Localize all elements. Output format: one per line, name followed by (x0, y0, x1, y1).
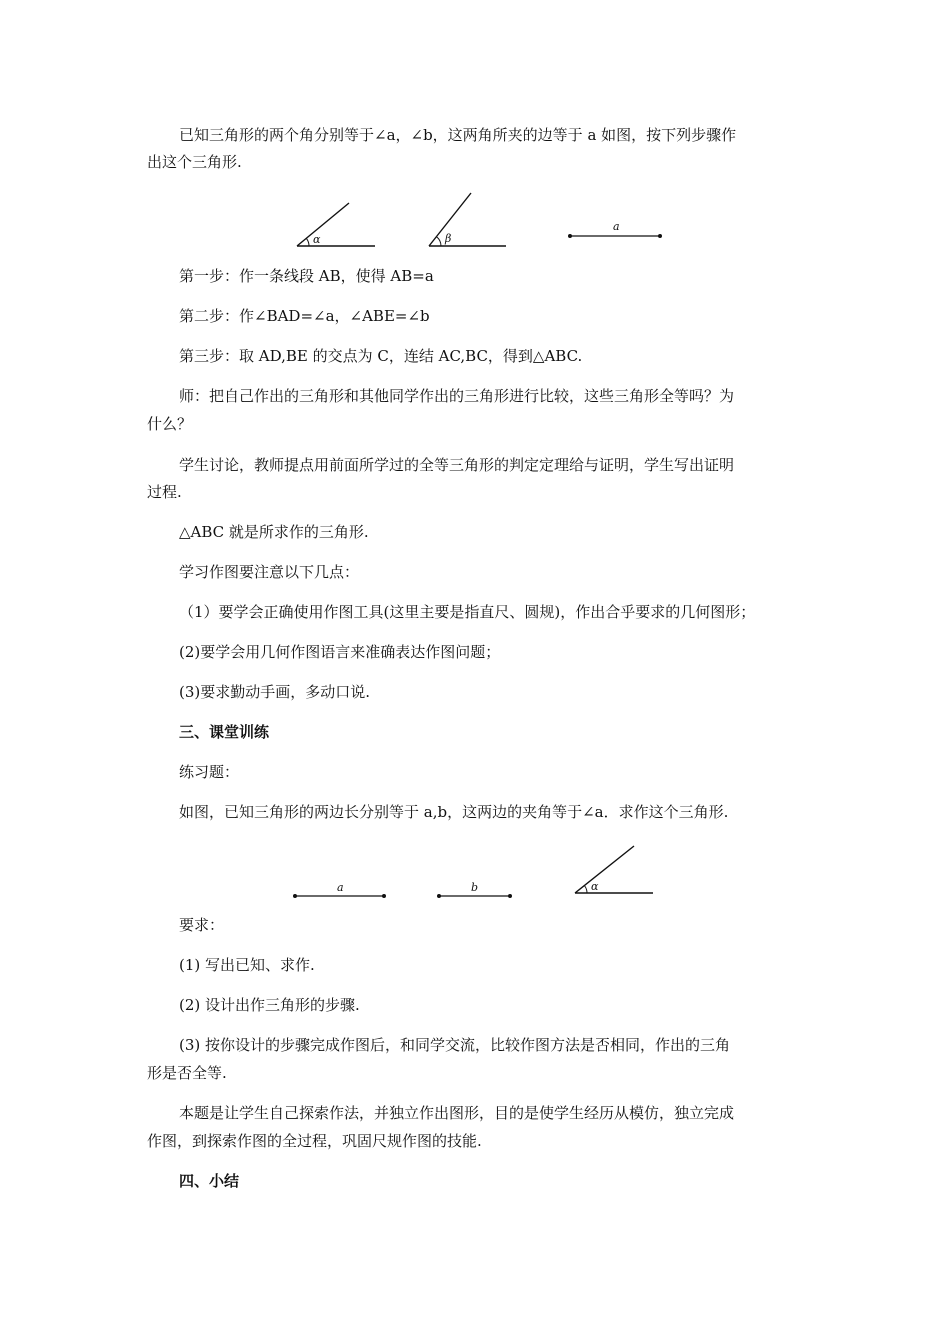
angle-alpha-figure (297, 203, 375, 246)
requirement-3-line-2: 形是否全等. (147, 1064, 227, 1082)
note-1: （1）要学会正确使用作图工具(这里主要是指直尺、圆规)，作出合乎要求的几何图形； (179, 603, 756, 621)
discuss-line-2: 过程. (147, 483, 182, 501)
segment-a-figure (568, 220, 662, 238)
angle-alpha2-label: α (591, 880, 599, 893)
angle-beta-label: β (445, 232, 452, 245)
angle-alpha2-figure (575, 846, 653, 893)
summary-line-2: 作图，到探索作图的全过程，巩固尺规作图的技能. (147, 1132, 482, 1150)
exercise-label: 练习题： (179, 763, 240, 781)
summary-line-1: 本题是让学生自己探索作法，并独立作出图形，目的是使学生经历从模仿，独立完成 (179, 1104, 735, 1122)
teacher-line-1: 师：把自己作出的三角形和其他同学作出的三角形进行比较，这些三角形全等吗？为 (179, 387, 735, 405)
teacher-line-2: 什么？ (147, 415, 193, 433)
figure-given-sides-and-angle (280, 840, 680, 910)
requirement-1: (1) 写出已知、求作. (179, 956, 315, 974)
section-3-heading: 三、课堂训练 (179, 723, 270, 741)
intro-line-2: 出这个三角形. (147, 153, 242, 171)
angle-alpha-label: α (313, 233, 321, 246)
segment-a2-figure (293, 881, 386, 898)
intro-line-1: 已知三角形的两个角分别等于∠a，∠b，这两角所夹的边等于 a 如图，按下列步骤作 (179, 126, 737, 144)
angle-beta-figure (429, 193, 506, 246)
segment-b-figure (437, 881, 512, 898)
requirements-title: 要求： (179, 916, 225, 934)
segment-a2-label: a (337, 881, 344, 894)
notes-title: 学习作图要注意以下几点： (179, 563, 360, 581)
step-1: 第一步：作一条线段 AB，使得 AB=a (179, 267, 434, 285)
section-4-heading: 四、小结 (179, 1172, 240, 1190)
requirement-3-line-1: (3) 按你设计的步骤完成作图后，和同学交流，比较作图方法是否相同，作出的三角 (179, 1036, 731, 1054)
step-3: 第三步：取 AD,BE 的交点为 C，连结 AC,BC，得到△ABC. (179, 347, 583, 365)
exercise-text: 如图，已知三角形的两边长分别等于 a,b，这两边的夹角等于∠a．求作这个三角形. (179, 803, 729, 821)
figure-given-angles-and-segment (280, 188, 680, 258)
note-2: (2)要学会用几何作图语言来准确表达作图问题； (179, 643, 501, 661)
note-3: (3)要求勤动手画，多动口说. (179, 683, 371, 701)
discuss-line-1: 学生讨论，教师提点用前面所学过的全等三角形的判定定理给与证明，学生写出证明 (179, 456, 735, 474)
segment-a-label: a (613, 220, 620, 233)
segment-b-label: b (471, 881, 479, 894)
result-line: △ABC 就是所求作的三角形. (179, 523, 369, 541)
step-2: 第二步：作∠BAD=∠a，∠ABE=∠b (179, 307, 430, 325)
requirement-2: (2) 设计出作三角形的步骤. (179, 996, 360, 1014)
